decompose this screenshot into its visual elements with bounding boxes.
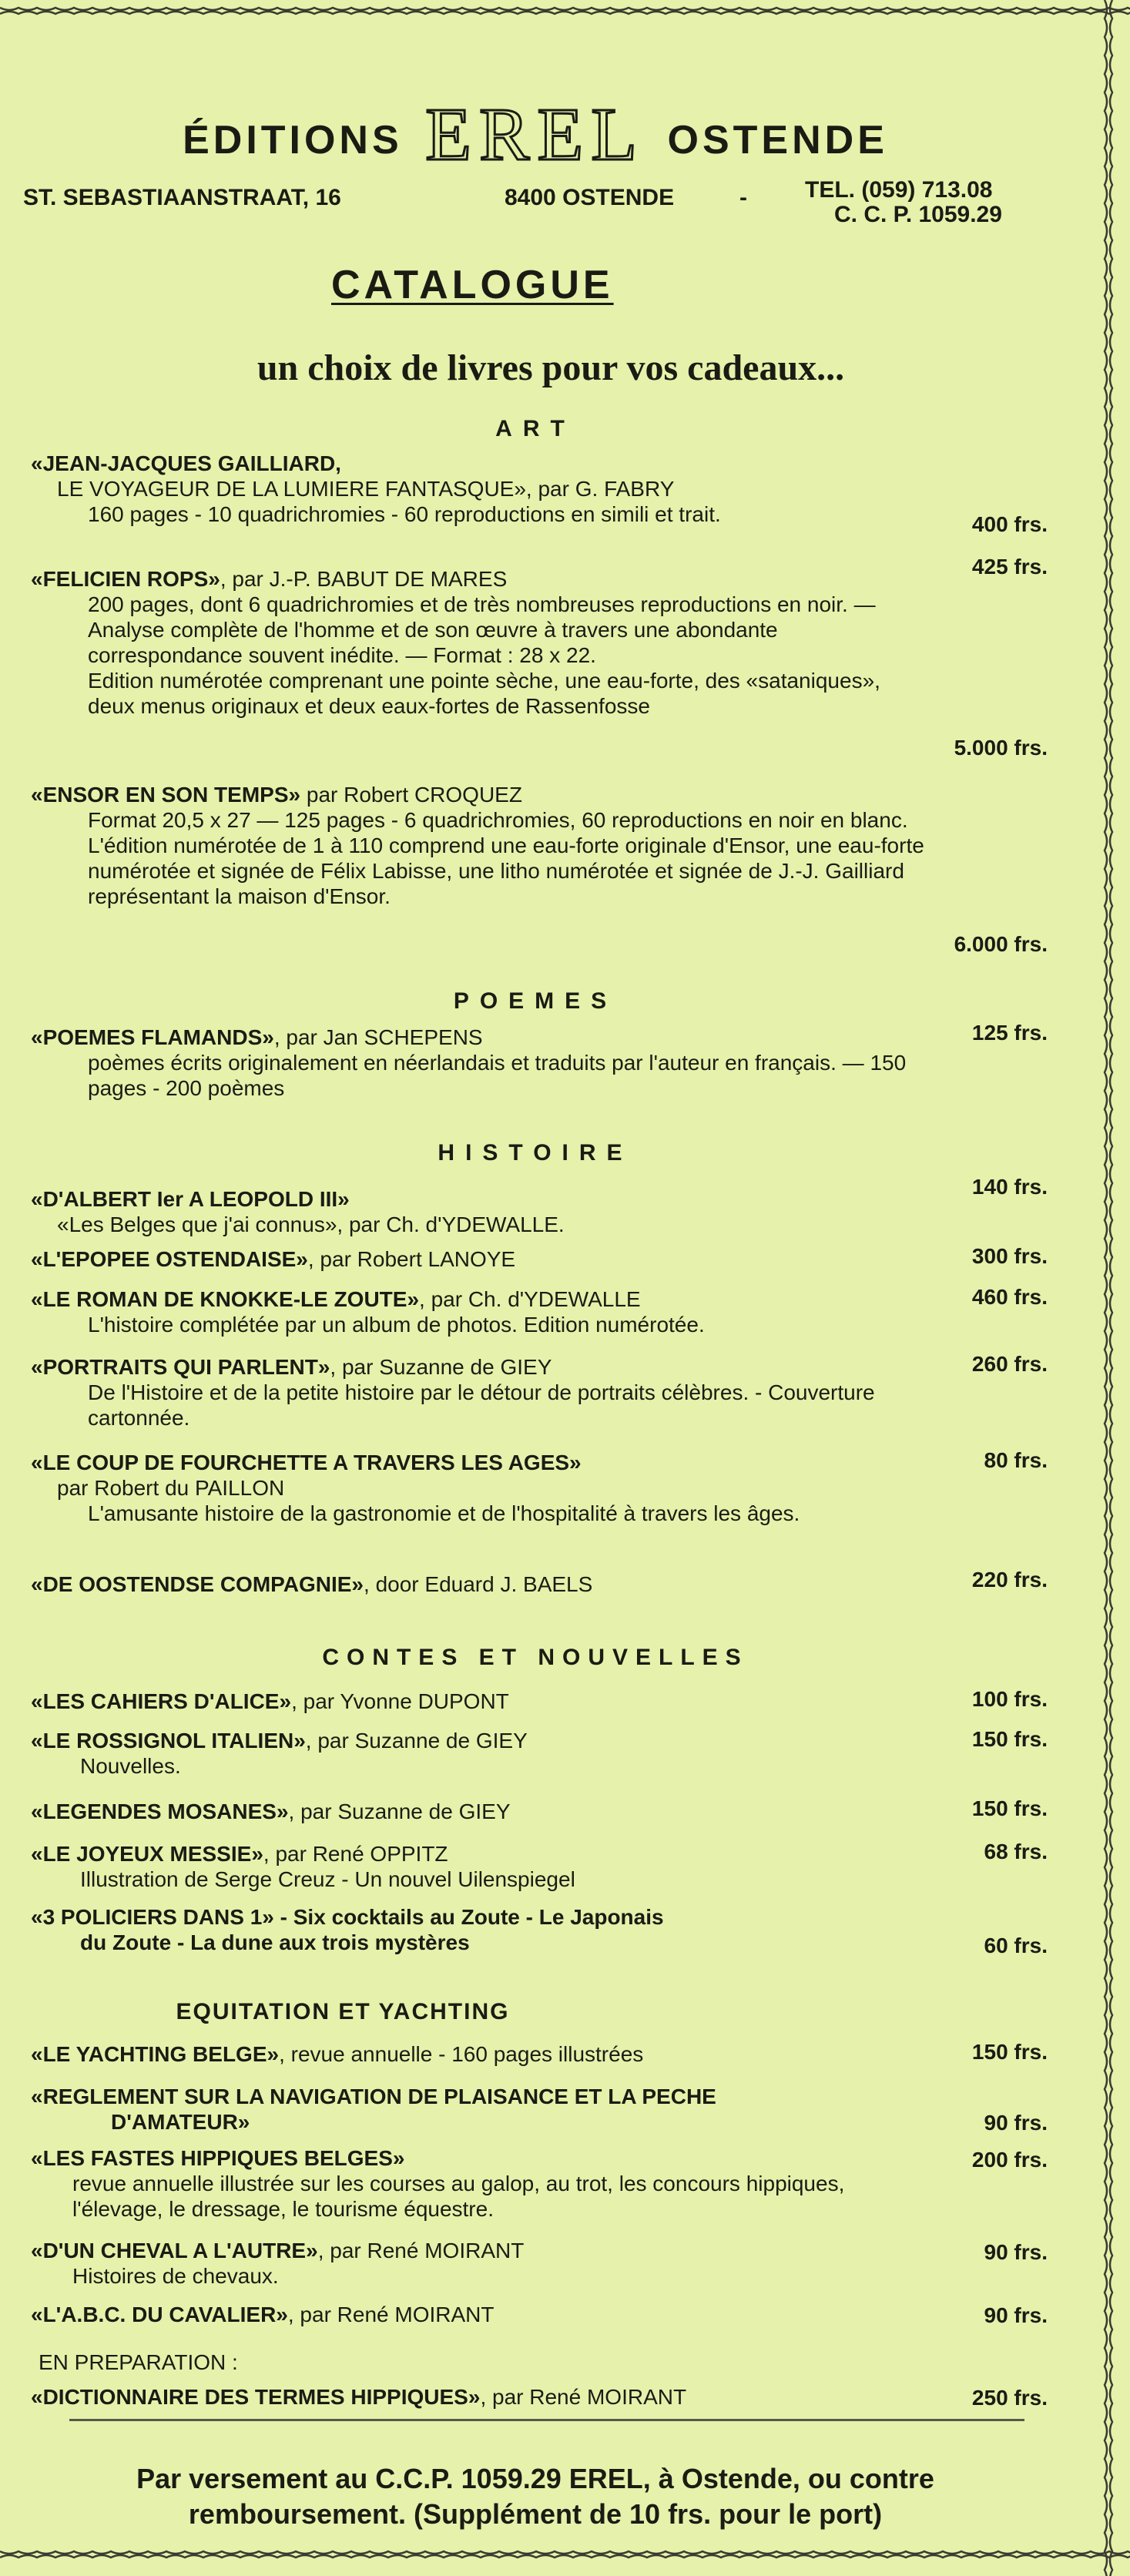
book-author: , par Robert LANOYE [307, 1247, 516, 1271]
book-entry [31, 1689, 932, 1714]
book-title: «LEGENDES MOSANES» [31, 1800, 289, 1823]
book-price: 100 frs. [971, 1687, 1048, 1711]
book-author: , par Yvonne DUPONT [291, 1689, 509, 1713]
book-price: 125 frs. [971, 1021, 1048, 1045]
book-price: 150 frs. [971, 1727, 1048, 1751]
book-title: «LE COUP DE FOURCHETTE A TRAVERS LES AGES» [31, 1451, 582, 1474]
book-title: «LES FASTES HIPPIQUES BELGES» [31, 2146, 405, 2170]
book-title-cont: LE VOYAGEUR DE LA LUMIERE FANTASQUE», par G. FABRY [57, 477, 675, 501]
book-price: 90 frs. [984, 2111, 1048, 2135]
section-heading-equitation: EQUITATION ET YACHTING [176, 1999, 510, 2024]
book-price: 260 frs. [971, 1352, 1048, 1376]
book-price: 300 frs. [971, 1244, 1048, 1268]
catalogue-tagline: un choix de livres pour vos cadeaux... [257, 347, 845, 388]
book-price: 150 frs. [971, 1796, 1048, 1820]
book-author: , door Eduard J. BAELS [364, 1572, 593, 1596]
section-heading-poemes: POEMES [453, 988, 618, 1014]
right-wave-border [1088, 0, 1126, 2576]
book-price: 6.000 frs. [954, 932, 1048, 956]
in-preparation-text: EN PREPARATION : [39, 2350, 238, 2374]
masthead [23, 93, 1048, 176]
book-entry [31, 1354, 932, 1431]
book-entry [31, 2041, 932, 2067]
book-title: «POEMES FLAMANDS» [31, 1025, 274, 1049]
book-price: 220 frs. [971, 1568, 1048, 1592]
section-heading-art: ART [495, 416, 575, 441]
book-entry [31, 2238, 932, 2289]
ordering-line-2: remboursement. (Supplément de 10 frs. pour le port) [188, 2498, 883, 2530]
book-description: 200 pages, dont 6 quadrichromies et de très nombreuses reproductions en noir. — Analyse complète de l'homme et de son œuvre à travers une abondante correspondance souvent inédite. — Format : 28 x 22. [88, 592, 876, 667]
book-title-cont: D'AMATEUR» [111, 2110, 250, 2134]
book-entry [31, 782, 932, 909]
masthead-city: OSTENDE [667, 118, 888, 163]
ordering-instructions [23, 2461, 1048, 2532]
book-author: , par René MOIRANT [480, 2385, 687, 2409]
book-entry [31, 2084, 932, 2135]
book-edition: L'édition numérotée de 1 à 110 comprend une eau-forte originale d'Ensor, une eau-forte numérotée et signée de Félix Labisse, une litho numérotée et signée de J.-J. Gailliard représentant la maison d'Ensor. [88, 834, 924, 908]
book-title: «PORTRAITS QUI PARLENT» [31, 1355, 330, 1379]
book-entry [31, 2302, 932, 2327]
book-entry [31, 1841, 932, 1892]
book-price: 90 frs. [984, 2303, 1048, 2327]
book-title: «LE JOYEUX MESSIE» [31, 1842, 263, 1866]
book-author: , par Suzanne de GIEY [305, 1729, 528, 1753]
book-description: «Les Belges que j'ai connus», par Ch. d'YDEWALLE. [57, 1213, 565, 1236]
book-description: Format 20,5 x 27 — 125 pages - 6 quadrichromies, 60 reproductions en noir en blanc. [88, 808, 908, 832]
book-description: Nouvelles. [80, 1754, 181, 1778]
book-price: 140 frs. [971, 1175, 1048, 1199]
book-author: , par Jan SCHEPENS [273, 1025, 483, 1049]
book-description: L'amusante histoire de la gastronomie et de l'hospitalité à travers les âges. [88, 1501, 800, 1525]
postal-city: 8400 OSTENDE [505, 185, 675, 210]
book-title: «LE YACHTING BELGE» [31, 2042, 280, 2066]
top-wave-border [0, 0, 1130, 23]
book-price: 425 frs. [971, 555, 1048, 579]
book-title: «D'UN CHEVAL A L'AUTRE» [31, 2239, 318, 2262]
book-entry [31, 566, 932, 719]
book-title: «LES CAHIERS D'ALICE» [31, 1689, 292, 1713]
book-title: «L'EPOPEE OSTENDAISE» [31, 1247, 308, 1271]
book-entry [31, 1246, 932, 1272]
bottom-wave-border [0, 2544, 1130, 2567]
book-description: poèmes écrits originalement en néerlandais et traduits par l'auteur en français. — 150 pages - 200 poèmes [88, 1051, 907, 1100]
book-author: , par Ch. d'YDEWALLE [419, 1287, 641, 1311]
book-price: 150 frs. [971, 2040, 1048, 2064]
book-price: 250 frs. [971, 2386, 1048, 2410]
book-title: «DICTIONNAIRE DES TERMES HIPPIQUES» [31, 2385, 481, 2409]
book-author: par Robert du PAILLON [57, 1476, 285, 1500]
book-title: «FELICIEN ROPS» [31, 567, 220, 591]
book-entry [31, 2384, 932, 2410]
book-price: 400 frs. [971, 512, 1048, 536]
book-entry [31, 2145, 932, 2222]
book-entry [31, 451, 932, 527]
ordering-line-1: Par versement au C.C.P. 1059.29 EREL, à Ostende, ou contre [136, 2463, 934, 2494]
book-title: «LE ROSSIGNOL ITALIEN» [31, 1729, 306, 1753]
book-price: 460 frs. [971, 1285, 1048, 1309]
book-entry [31, 1799, 932, 1824]
book-entry [31, 1450, 932, 1526]
section-heading-contes: CONTES ET NOUVELLES [322, 1645, 749, 1670]
book-description: De l'Histoire et de la petite histoire par le détour de portraits célèbres. - Couverture cartonnée. [88, 1380, 875, 1430]
book-title: «D'ALBERT Ier A LEOPOLD III» [31, 1187, 350, 1211]
book-title: «L'A.B.C. DU CAVALIER» [31, 2303, 288, 2326]
postal-cheque-account: C. C. P. 1059.29 [834, 202, 1002, 227]
footer-divider [69, 2419, 1024, 2421]
masthead-editions: ÉDITIONS [183, 118, 403, 163]
book-title: «REGLEMENT SUR LA NAVIGATION DE PLAISANCE ET LA PECHE [31, 2085, 716, 2108]
book-title: «LE ROMAN DE KNOKKE-LE ZOUTE» [31, 1287, 420, 1311]
book-author: , par René OPPITZ [263, 1842, 448, 1866]
section-heading-histoire: HISTOIRE [438, 1140, 633, 1166]
book-title: «JEAN-JACQUES GAILLIARD, [31, 451, 341, 475]
book-title: «DE OOSTENDSE COMPAGNIE» [31, 1572, 364, 1596]
book-author: par Robert CROQUEZ [300, 783, 522, 807]
book-entry [31, 1571, 932, 1597]
book-entry [31, 1728, 932, 1779]
catalogue-title: CATALOGUE [331, 263, 614, 307]
book-author: , par J.-P. BABUT DE MARES [220, 567, 508, 591]
book-entry [31, 1186, 932, 1237]
book-entry [31, 1904, 932, 1955]
book-price: 68 frs. [984, 1840, 1048, 1863]
book-author: , par Suzanne de GIEY [330, 1355, 552, 1379]
book-description: 160 pages - 10 quadrichromies - 60 reproductions en simili et trait. [88, 502, 721, 526]
book-description: Illustration de Serge Creuz - Un nouvel Uilenspiegel [80, 1867, 575, 1891]
book-price: 80 frs. [984, 1448, 1048, 1472]
book-description: revue annuelle illustrée sur les courses au galop, au trot, les concours hippiques, l'élevage, le dressage, le tourisme équestre. [72, 2172, 845, 2221]
book-author: , par René MOIRANT [287, 2303, 495, 2326]
book-description: du Zoute - La dune aux trois mystères [80, 1930, 470, 1954]
book-author: , revue annuelle - 160 pages illustrées [279, 2042, 644, 2066]
street-address: ST. SEBASTIAANSTRAAT, 16 [23, 185, 341, 210]
book-description: L'histoire complétée par un album de photos. Edition numérotée. [88, 1313, 705, 1337]
book-edition: Edition numérotée comprenant une pointe sèche, une eau-forte, des «sataniques», deux menus originaux et deux eaux-fortes de Rassenfosse [88, 669, 880, 718]
book-entry [31, 1025, 932, 1101]
book-author: , par René MOIRANT [317, 2239, 525, 2262]
book-price: 90 frs. [984, 2240, 1048, 2264]
in-preparation-label [31, 2350, 932, 2375]
erel-logo: EREL [425, 93, 645, 176]
book-price: 60 frs. [984, 1934, 1048, 1957]
book-entry [31, 1286, 932, 1337]
book-description: Histoires de chevaux. [72, 2264, 279, 2288]
book-author: , par Suzanne de GIEY [288, 1800, 511, 1823]
book-title: «3 POLICIERS DANS 1» - Six cocktails au Zoute - Le Japonais [31, 1905, 664, 1929]
book-title: «ENSOR EN SON TEMPS» [31, 783, 301, 807]
address-dash: - [739, 185, 747, 210]
book-price: 200 frs. [971, 2148, 1048, 2172]
book-price-numbered-edition: 5.000 frs. [954, 736, 1048, 760]
telephone: TEL. (059) 713.08 [805, 177, 993, 203]
